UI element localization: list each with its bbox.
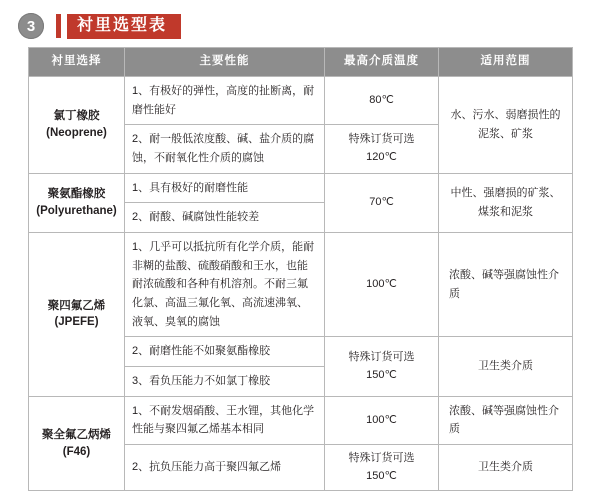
- cell-performance: 1、不耐发烟硝酸、王水锂，其他化学性能与聚四氟乙烯基本相同: [125, 396, 325, 444]
- temperature-line-1: 特殊订货可选: [348, 133, 415, 146]
- cell-liner-jpefe: [29, 232, 125, 396]
- page-title: 衬里选型表: [67, 14, 181, 39]
- column-header-liner: 衬里选择: [29, 48, 125, 77]
- liner-name-en: (Neoprene): [46, 126, 107, 139]
- cell-scope: [439, 232, 573, 336]
- scope-line-1: 浓酸、碱等强腐蚀性介: [449, 268, 559, 281]
- cell-temperature: [325, 125, 439, 173]
- liner-name-cn: 聚氨酯橡胶: [47, 188, 106, 201]
- scope-line-1: 浓酸、碱等强腐蚀性介: [449, 404, 559, 417]
- cell-temperature: [325, 232, 439, 336]
- section-badge: 3: [18, 13, 44, 39]
- table-row: [29, 173, 573, 203]
- scope-line-1: 卫生类介质: [478, 461, 533, 474]
- temperature-line-1: 100℃: [366, 413, 397, 426]
- temperature-line-1: 特殊订货可选: [348, 452, 415, 465]
- temperature-line-1: 特殊订货可选: [348, 350, 415, 363]
- scope-line-2: 煤浆和泥浆: [478, 205, 533, 218]
- cell-scope: [439, 76, 573, 173]
- liner-name-en: (JPEFE): [54, 316, 99, 329]
- scope-line-2: 质: [449, 287, 460, 300]
- scope-line-2: 质: [449, 423, 460, 436]
- cell-performance: 3、看负压能力不如氯丁橡胶: [125, 367, 325, 397]
- liner-name-en: (Polyurethane): [36, 204, 117, 217]
- cell-liner-f46: [29, 396, 125, 491]
- temperature-line-1: 80℃: [369, 93, 394, 106]
- cell-scope: [439, 445, 573, 491]
- cell-performance: 1、有极好的弹性，高度的扯断离，耐磨性能好: [125, 76, 325, 124]
- cell-temperature: [325, 396, 439, 444]
- scope-line-1: 水、污水、弱磨损性的: [450, 109, 561, 121]
- cell-liner-polyurethane: [29, 173, 125, 232]
- cell-scope: [439, 337, 573, 396]
- column-header-scope: 适用范围: [439, 48, 573, 77]
- page-header: [0, 0, 600, 42]
- table-header: [29, 48, 573, 77]
- temperature-line-2: 120℃: [366, 150, 397, 163]
- cell-temperature: [325, 76, 439, 124]
- column-header-max-temperature: 最高介质温度: [325, 48, 439, 77]
- liner-name-cn: 氯丁橡胶: [53, 110, 100, 123]
- cell-scope: [439, 173, 573, 232]
- table-header-row: [29, 48, 573, 77]
- cell-performance: 2、抗负压能力高于聚四氟乙烯: [125, 445, 325, 491]
- temperature-line-2: 150℃: [366, 469, 397, 482]
- table-body: [29, 76, 573, 491]
- cell-temperature: [325, 337, 439, 396]
- table-container: [0, 42, 600, 491]
- table-row: [29, 76, 573, 124]
- title-wrap: [56, 14, 181, 39]
- scope-line-2: 泥浆、矿浆: [478, 127, 533, 140]
- cell-performance: 2、耐磨性能不如聚氨酯橡胶: [125, 337, 325, 367]
- cell-temperature: [325, 445, 439, 491]
- title-accent-bar: [56, 14, 61, 38]
- cell-temperature: [325, 173, 439, 232]
- cell-performance: 2、耐一般低浓度酸、碱、盐介质的腐蚀，不耐氧化性介质的腐蚀: [125, 125, 325, 173]
- liner-name-en: (F46): [62, 445, 91, 458]
- cell-performance: 1、具有极好的耐磨性能: [125, 173, 325, 203]
- scope-line-1: 卫生类介质: [478, 360, 533, 373]
- liner-selection-table: [28, 47, 573, 491]
- liner-name-cn: 聚四氟乙烯: [47, 299, 106, 312]
- table-row: [29, 396, 573, 444]
- cell-performance: 2、耐酸、碱腐蚀性能较差: [125, 203, 325, 233]
- scope-line-1: 中性、强磨损的矿浆、: [450, 187, 561, 200]
- column-header-performance: 主要性能: [125, 48, 325, 77]
- cell-scope: [439, 396, 573, 444]
- liner-name-cn: 聚全氟乙炳烯: [42, 428, 111, 441]
- temperature-line-2: 150℃: [366, 368, 397, 381]
- cell-liner-neoprene: [29, 76, 125, 173]
- table-row: [29, 232, 573, 336]
- temperature-line-1: 70℃: [369, 195, 394, 208]
- temperature-line-1: 100℃: [366, 277, 397, 290]
- cell-performance: 1、几乎可以抵抗所有化学介质，能耐非糊的盐酸、硫酸硝酸和王水，也能耐浓硫酸和各种有机溶剂。不耐三氟化氯、高温三氟化氧、高流速沸氧、液氧、臭氧的腐蚀: [125, 232, 325, 336]
